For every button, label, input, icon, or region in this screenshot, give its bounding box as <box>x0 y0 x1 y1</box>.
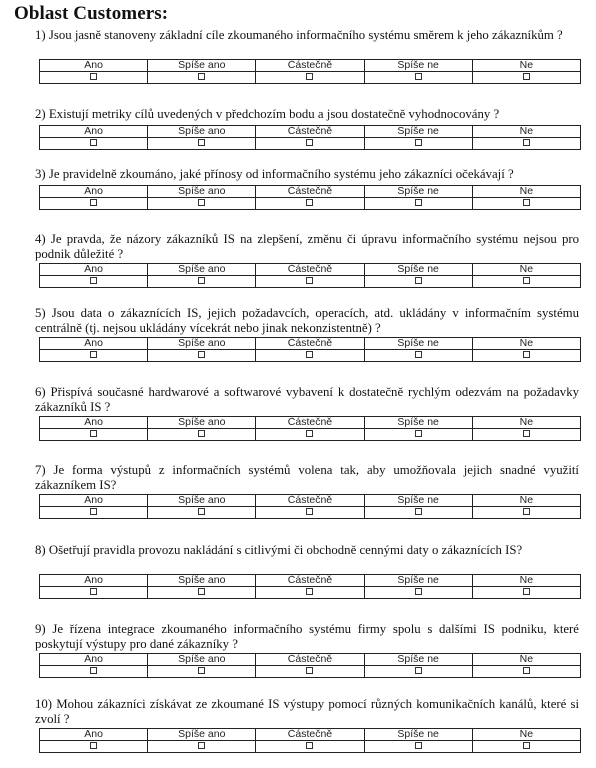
question-text: 4) Je pravda, že názory zákazníků IS na zlepšení, změnu či úpravu informačního systému nejsou pro podnik důležité ? <box>35 232 579 261</box>
answer-option-label: Spíše ne <box>364 729 472 741</box>
answer-cell <box>40 429 148 441</box>
answer-cell <box>148 138 256 150</box>
answer-cell <box>472 198 580 210</box>
answer-checkbox[interactable] <box>90 508 97 515</box>
answer-checkbox-row <box>40 276 581 288</box>
answer-option-label: Částečně <box>256 60 364 72</box>
answer-option-label: Částečně <box>256 575 364 587</box>
question-block <box>25 622 583 678</box>
answer-labels-row <box>40 60 581 72</box>
answer-checkbox[interactable] <box>306 199 313 206</box>
answer-checkbox-row <box>40 429 581 441</box>
answer-checkbox[interactable] <box>523 588 530 595</box>
answer-option-label: Spíše ano <box>148 575 256 587</box>
answer-checkbox[interactable] <box>415 351 422 358</box>
question-text: 5) Jsou data o zákaznících IS, jejich požadavcích, operacích, atd. ukládány v informačním systému centrálně (tj. nejsou ukládány vícekrát nebo jinak nekonzistentně) ? <box>35 306 579 335</box>
answer-cell <box>472 276 580 288</box>
answer-checkbox[interactable] <box>415 742 422 749</box>
answer-checkbox-row <box>40 507 581 519</box>
answer-labels-row <box>40 654 581 666</box>
answer-cell <box>256 666 364 678</box>
question-block <box>25 385 583 441</box>
question-block <box>25 697 583 753</box>
answer-checkbox[interactable] <box>523 430 530 437</box>
answer-cell <box>40 72 148 84</box>
answer-cell <box>40 276 148 288</box>
answer-option-label: Spíše ano <box>148 60 256 72</box>
answer-checkbox[interactable] <box>415 139 422 146</box>
answer-cell <box>256 741 364 753</box>
answer-cell <box>148 587 256 599</box>
answer-checkbox[interactable] <box>198 199 205 206</box>
answer-table <box>39 728 581 753</box>
answer-cell <box>148 198 256 210</box>
answer-cell <box>40 350 148 362</box>
answer-cell <box>148 507 256 519</box>
answer-option-label: Spíše ne <box>364 186 472 198</box>
answer-option-label: Spíše ne <box>364 417 472 429</box>
answer-option-label: Částečně <box>256 495 364 507</box>
answer-option-label: Ne <box>472 338 580 350</box>
answer-option-label: Částečně <box>256 729 364 741</box>
answer-cell <box>256 350 364 362</box>
answer-cell <box>40 587 148 599</box>
answer-checkbox[interactable] <box>90 277 97 284</box>
answer-checkbox[interactable] <box>306 667 313 674</box>
answer-checkbox[interactable] <box>415 508 422 515</box>
answer-option-label: Částečně <box>256 417 364 429</box>
answer-option-label: Spíše ne <box>364 60 472 72</box>
answer-checkbox[interactable] <box>415 277 422 284</box>
answer-cell <box>472 666 580 678</box>
answer-option-label: Ano <box>40 417 148 429</box>
answer-option-label: Ano <box>40 495 148 507</box>
answer-cell <box>148 741 256 753</box>
question-text: 3) Je pravidelně zkoumáno, jaké přínosy od informačního systému jeho zákazníci očekávají ? <box>35 167 514 181</box>
answer-checkbox[interactable] <box>198 139 205 146</box>
question-block <box>25 167 583 210</box>
answer-checkbox[interactable] <box>415 588 422 595</box>
answer-option-label: Ne <box>472 126 580 138</box>
answer-checkbox[interactable] <box>306 73 313 80</box>
answer-cell <box>472 587 580 599</box>
answer-checkbox[interactable] <box>306 508 313 515</box>
answer-option-label: Spíše ne <box>364 126 472 138</box>
question-text: 9) Je řízena integrace zkoumaného informačního systému firmy spolu s dalšími IS podniku, které poskytují výstupy pro dané zákazníky ? <box>35 622 579 651</box>
answer-cell <box>364 507 472 519</box>
question-text: 8) Ošetřují pravidla provozu nakládání s citlivými či obchodně cennými daty o zákaznících IS? <box>35 543 523 557</box>
answer-option-label: Ne <box>472 495 580 507</box>
answer-cell <box>40 198 148 210</box>
answer-option-label: Částečně <box>256 186 364 198</box>
answer-option-label: Ano <box>40 575 148 587</box>
answer-option-label: Spíše ano <box>148 495 256 507</box>
answer-labels-row <box>40 495 581 507</box>
question-text: 1) Jsou jasně stanoveny základní cíle zkoumaného informačního systému směrem k jeho zákazníkům ? <box>35 28 563 42</box>
answer-cell <box>40 138 148 150</box>
answer-checkbox-row <box>40 666 581 678</box>
answer-cell <box>256 138 364 150</box>
answer-option-label: Ne <box>472 264 580 276</box>
answer-option-label: Spíše ano <box>148 729 256 741</box>
answer-labels-row <box>40 264 581 276</box>
question-block <box>25 306 583 362</box>
answer-table <box>39 185 581 210</box>
answer-table <box>39 337 581 362</box>
answer-cell <box>256 276 364 288</box>
answer-cell <box>148 350 256 362</box>
answer-cell <box>364 741 472 753</box>
answer-checkbox[interactable] <box>90 139 97 146</box>
answer-cell <box>364 429 472 441</box>
answer-cell <box>472 429 580 441</box>
answer-cell <box>148 72 256 84</box>
answer-option-label: Ano <box>40 60 148 72</box>
answer-checkbox[interactable] <box>198 508 205 515</box>
answer-option-label: Ano <box>40 186 148 198</box>
answer-cell <box>364 350 472 362</box>
answer-checkbox[interactable] <box>198 588 205 595</box>
answer-checkbox-row <box>40 198 581 210</box>
answer-table <box>39 125 581 150</box>
answer-option-label: Spíše ano <box>148 186 256 198</box>
answer-checkbox[interactable] <box>198 277 205 284</box>
answer-checkbox[interactable] <box>415 430 422 437</box>
page-title: Oblast Customers: <box>14 3 169 24</box>
answer-checkbox[interactable] <box>415 667 422 674</box>
answer-cell <box>364 276 472 288</box>
answer-option-label: Spíše ne <box>364 338 472 350</box>
answer-table <box>39 416 581 441</box>
answer-checkbox[interactable] <box>198 667 205 674</box>
answer-table <box>39 263 581 288</box>
answer-option-label: Částečně <box>256 338 364 350</box>
answer-checkbox-row <box>40 741 581 753</box>
answer-checkbox[interactable] <box>90 73 97 80</box>
question-block <box>25 28 583 84</box>
answer-cell <box>364 198 472 210</box>
answer-cell <box>148 429 256 441</box>
answer-cell <box>256 72 364 84</box>
answer-option-label: Spíše ne <box>364 575 472 587</box>
answer-cell <box>256 198 364 210</box>
question-text: 10) Mohou zákazníci získávat ze zkoumané IS výstupy pomocí různých komunikačních kanálů, které si zvolí ? <box>35 697 579 726</box>
answer-checkbox-row <box>40 587 581 599</box>
answer-checkbox-row <box>40 350 581 362</box>
answer-option-label: Spíše ne <box>364 495 472 507</box>
answer-checkbox[interactable] <box>90 667 97 674</box>
answer-table <box>39 574 581 599</box>
answer-option-label: Spíše ano <box>148 417 256 429</box>
answer-checkbox[interactable] <box>198 742 205 749</box>
answer-checkbox[interactable] <box>306 742 313 749</box>
answer-option-label: Částečně <box>256 654 364 666</box>
answer-option-label: Spíše ne <box>364 654 472 666</box>
answer-cell <box>472 72 580 84</box>
question-block <box>25 107 583 150</box>
answer-option-label: Spíše ano <box>148 264 256 276</box>
answer-option-label: Ne <box>472 575 580 587</box>
answer-checkbox[interactable] <box>306 588 313 595</box>
answer-checkbox[interactable] <box>523 667 530 674</box>
answer-cell <box>40 666 148 678</box>
answer-option-label: Ano <box>40 729 148 741</box>
answer-table <box>39 494 581 519</box>
answer-cell <box>364 666 472 678</box>
answer-option-label: Ne <box>472 417 580 429</box>
answer-option-label: Ne <box>472 654 580 666</box>
answer-checkbox[interactable] <box>306 430 313 437</box>
answer-checkbox[interactable] <box>90 351 97 358</box>
answer-checkbox[interactable] <box>90 199 97 206</box>
question-text: 7) Je forma výstupů z informačních systémů volena tak, aby umožňovala jejich snadné využití zákazníkem IS? <box>35 463 579 492</box>
answer-checkbox-row <box>40 72 581 84</box>
answer-labels-row <box>40 575 581 587</box>
answer-cell <box>472 350 580 362</box>
answer-option-label: Spíše ano <box>148 126 256 138</box>
answer-checkbox[interactable] <box>90 742 97 749</box>
answer-checkbox[interactable] <box>90 430 97 437</box>
answer-checkbox[interactable] <box>306 277 313 284</box>
answer-table <box>39 653 581 678</box>
answer-option-label: Ano <box>40 126 148 138</box>
answer-checkbox[interactable] <box>523 351 530 358</box>
question-block <box>25 232 583 288</box>
answer-cell <box>148 276 256 288</box>
answer-option-label: Ano <box>40 654 148 666</box>
answer-cell <box>256 429 364 441</box>
answer-labels-row <box>40 126 581 138</box>
answer-option-label: Částečně <box>256 264 364 276</box>
answer-cell <box>148 666 256 678</box>
answer-cell <box>472 741 580 753</box>
answer-checkbox[interactable] <box>523 73 530 80</box>
answer-checkbox[interactable] <box>415 199 422 206</box>
answer-checkbox[interactable] <box>90 588 97 595</box>
answer-cell <box>364 587 472 599</box>
answer-option-label: Spíše ano <box>148 654 256 666</box>
answer-option-label: Ne <box>472 60 580 72</box>
answer-option-label: Ne <box>472 729 580 741</box>
answer-table <box>39 59 581 84</box>
answer-checkbox[interactable] <box>523 277 530 284</box>
answer-cell <box>40 741 148 753</box>
answer-option-label: Částečně <box>256 126 364 138</box>
question-block <box>25 463 583 519</box>
answer-checkbox[interactable] <box>523 508 530 515</box>
answer-option-label: Ne <box>472 186 580 198</box>
answer-checkbox[interactable] <box>198 430 205 437</box>
answer-option-label: Ano <box>40 338 148 350</box>
answer-option-label: Ano <box>40 264 148 276</box>
answer-cell <box>256 507 364 519</box>
question-text: 2) Existují metriky cílů uvedených v předchozím bodu a jsou dostatečně vyhodnocovány ? <box>35 107 500 121</box>
answer-cell <box>256 587 364 599</box>
answer-checkbox[interactable] <box>523 199 530 206</box>
answer-option-label: Spíše ne <box>364 264 472 276</box>
answer-cell <box>40 507 148 519</box>
answer-cell <box>364 138 472 150</box>
answer-option-label: Spíše ano <box>148 338 256 350</box>
answer-labels-row <box>40 729 581 741</box>
answer-checkbox[interactable] <box>415 73 422 80</box>
answer-cell <box>472 507 580 519</box>
answer-checkbox[interactable] <box>523 742 530 749</box>
question-text: 6) Přispívá současné hardwarové a softwarové vybavení k dostatečně rychlým odezvám na požadavky zákazníků IS ? <box>35 385 579 414</box>
answer-labels-row <box>40 417 581 429</box>
answer-checkbox[interactable] <box>198 73 205 80</box>
answer-checkbox[interactable] <box>198 351 205 358</box>
question-block <box>25 543 583 599</box>
answer-cell <box>364 72 472 84</box>
answer-checkbox[interactable] <box>523 139 530 146</box>
answer-labels-row <box>40 338 581 350</box>
answer-labels-row <box>40 186 581 198</box>
answer-cell <box>472 138 580 150</box>
answer-checkbox[interactable] <box>306 351 313 358</box>
answer-checkbox[interactable] <box>306 139 313 146</box>
answer-checkbox-row <box>40 138 581 150</box>
